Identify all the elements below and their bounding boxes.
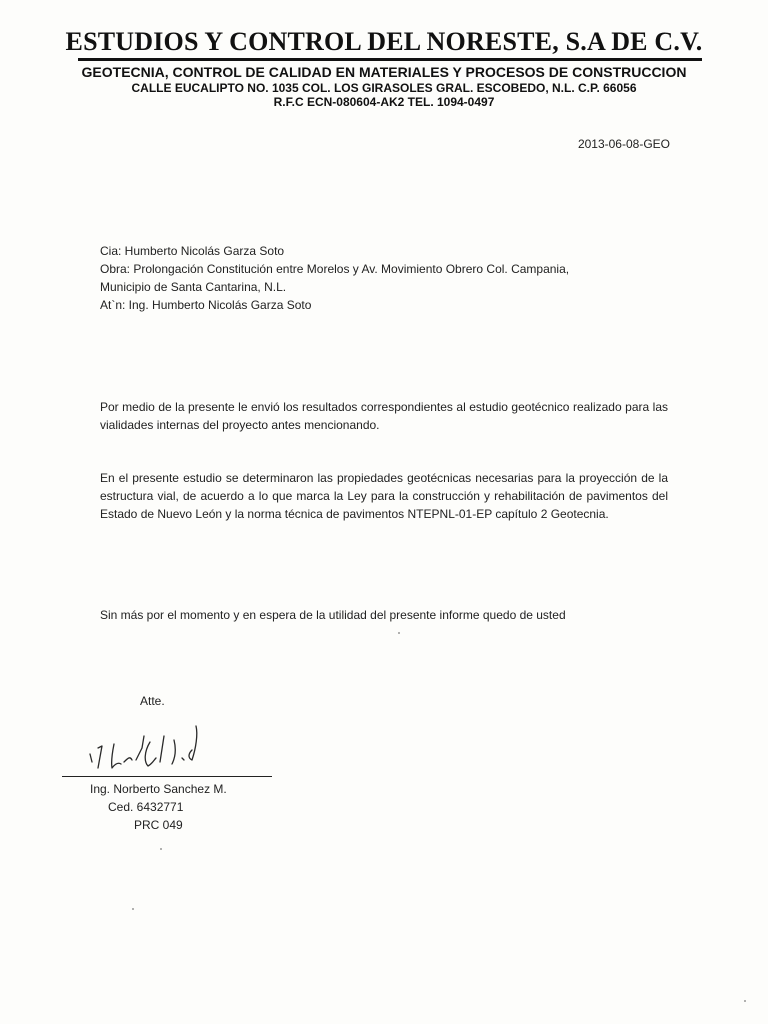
- recipient-block: [100, 242, 680, 314]
- project-line-1: Obra: Prolongación Constitución entre Morelos y Av. Movimiento Obrero Col. Campania,: [100, 262, 570, 276]
- body-paragraph-2: En el presente estudio se determinaron las propiedades geotécnicas necesarias para la proyección de la estructura vial, de acuerdo a lo que marca la Ley para la construcción y rehabilitación de pavimentos del Estado de Nuevo León y la norma técnica de pavimentos NTEPNL-01-EP capítulo 2 Geotecnia.: [100, 471, 668, 521]
- scan-speck: [160, 848, 162, 850]
- recipient-company: Cia: Humberto Nicolás Garza Soto: [100, 244, 285, 258]
- closing-salutation: Atte.: [140, 694, 165, 708]
- company-subtitle: GEOTECNIA, CONTROL DE CALIDAD EN MATERIALES Y PROCESOS DE CONSTRUCCION: [81, 64, 687, 80]
- signature-line: [62, 776, 272, 777]
- company-address: CALLE EUCALIPTO NO. 1035 COL. LOS GIRASOLES GRAL. ESCOBEDO, N.L. C.P. 66056: [131, 81, 637, 95]
- company-rfc-phone: R.F.C ECN-080604-AK2 TEL. 1094-0497: [273, 95, 495, 109]
- signer-name: Ing. Norberto Sanchez M.: [90, 782, 227, 796]
- signer-prc: PRC 049: [134, 818, 183, 832]
- reference-code: 2013-06-08-GEO: [577, 137, 670, 151]
- handwritten-signature: [84, 718, 234, 778]
- project-line-2: Municipio de Santa Cantarina, N.L.: [100, 280, 287, 294]
- attention-line: At`n: Ing. Humberto Nicolás Garza Soto: [100, 298, 312, 312]
- signer-block: [90, 780, 290, 834]
- body-paragraph-1: Por medio de la presente le envió los resultados correspondientes al estudio geotécnico realizado para las vialidades internas del proyecto antes mencionando.: [100, 400, 668, 432]
- company-name: ESTUDIOS Y CONTROL DEL NORESTE, S.A DE C.V.: [65, 27, 703, 56]
- body-paragraph-3: Sin más por el momento y en espera de la utilidad del presente informe quedo de usted: [100, 608, 566, 622]
- scan-speck: [744, 1000, 746, 1002]
- header-divider: [78, 58, 702, 61]
- scan-speck: [132, 908, 134, 910]
- signer-cedula: Ced. 6432771: [108, 800, 184, 814]
- scan-speck: [398, 632, 400, 634]
